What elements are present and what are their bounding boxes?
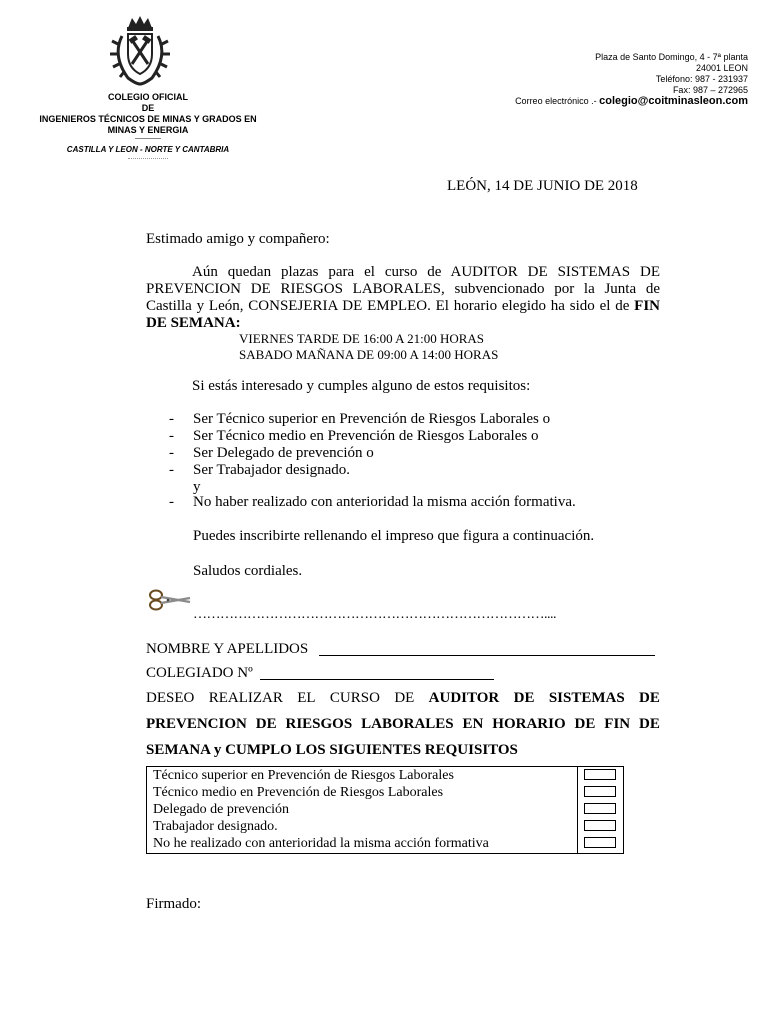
- signature-label: Firmado:: [146, 896, 201, 912]
- fax-line: Fax: 987 – 272965: [672, 85, 748, 95]
- table-row-label: Técnico superior en Prevención de Riesgos Laborales: [153, 768, 454, 783]
- paragraph-line: Aún quedan plazas para el curso de AUDITOR DE SISTEMAS DE: [192, 264, 660, 280]
- member-number-field[interactable]: [260, 679, 494, 680]
- org-region: CASTILLA Y LEON - NORTE Y CANTABRIA: [66, 145, 230, 154]
- phone-line: Teléfono: 987 - 231937: [655, 74, 748, 84]
- schedule-line: VIERNES TARDE DE 16:00 A 21:00 HORAS: [239, 331, 485, 346]
- requirements-conjunction: y: [193, 479, 201, 495]
- table-row-label: Técnico medio en Prevención de Riesgos Laborales: [153, 785, 444, 800]
- table-row-label: No he realizado con anterioridad la misma acción formativa: [153, 836, 489, 851]
- requirement-checkbox[interactable]: [584, 837, 616, 848]
- org-name-line: INGENIEROS TÉCNICOS DE MINAS Y GRADOS EN: [39, 114, 257, 124]
- requirement-text: Ser Técnico superior en Prevención de Riesgos Laborales o: [193, 411, 551, 427]
- declaration-line: PREVENCION DE RIESGOS LABORALES EN HORARIO DE FIN DE: [146, 716, 660, 732]
- table-row: [147, 818, 623, 835]
- paragraph-line: Castilla y León, CONSEJERIA DE EMPLEO. El horario elegido ha sido el de FIN: [146, 298, 660, 314]
- org-dotted-divider: [128, 158, 168, 159]
- member-number-label: COLEGIADO Nº: [146, 665, 253, 681]
- requirement-text: Ser Delegado de prevención o: [193, 445, 374, 461]
- list-bullet: -: [169, 428, 174, 444]
- name-field[interactable]: [319, 655, 655, 656]
- org-name-line: COLEGIO OFICIAL: [108, 92, 188, 102]
- org-separator: [135, 138, 161, 139]
- email-row: [515, 96, 748, 107]
- address-line: Plaza de Santo Domingo, 4 - 7ª planta: [595, 52, 748, 62]
- requirement-text: Ser Trabajador designado.: [193, 462, 351, 478]
- requirement-checkbox[interactable]: [584, 803, 616, 814]
- declaration-line: SEMANA y CUMPLO LOS SIGUIENTES REQUISITOS: [146, 742, 518, 758]
- requirements-intro: Si estás interesado y cumples alguno de estos requisitos:: [192, 378, 531, 394]
- list-bullet: -: [169, 411, 174, 427]
- cut-line: ……………………………………………………………………....: [193, 607, 556, 622]
- closing-regards: Saludos cordiales.: [193, 563, 303, 579]
- email-link[interactable]: colegio@coitminasleon.com: [599, 95, 748, 107]
- declaration-line: DESEO REALIZAR EL CURSO DE AUDITOR DE SISTEMAS DE: [146, 690, 660, 706]
- requirement-checkbox[interactable]: [584, 769, 616, 780]
- org-name-line: DE: [141, 103, 155, 113]
- schedule-line: SABADO MAÑANA DE 09:00 A 14:00 HORAS: [239, 347, 499, 362]
- crest-icon: [108, 14, 172, 88]
- email-label: Correo electrónico .-: [515, 96, 597, 106]
- table-row: [147, 784, 623, 801]
- address-line: 24001 LEON: [695, 63, 748, 73]
- table-row-label: Delegado de prevención: [153, 802, 290, 817]
- org-name-line: MINAS Y ENERGIA: [107, 125, 189, 135]
- letter-greeting: Estimado amigo y compañero:: [146, 231, 330, 247]
- list-bullet: -: [169, 462, 174, 478]
- name-field-label: NOMBRE Y APELLIDOS: [146, 641, 309, 657]
- table-row: [147, 835, 623, 852]
- list-bullet: -: [169, 494, 174, 510]
- requirements-table: [146, 766, 624, 854]
- list-bullet: -: [169, 445, 174, 461]
- sign-up-instruction: Puedes inscribirte rellenando el impreso que figura a continuación.: [193, 528, 595, 544]
- table-row-label: Trabajador designado.: [153, 819, 278, 834]
- letter-paragraph: [146, 264, 660, 332]
- table-row: [147, 767, 623, 784]
- requirement-checkbox[interactable]: [584, 820, 616, 831]
- paragraph-line: DE SEMANA:: [146, 315, 241, 331]
- requirement-text: No haber realizado con anterioridad la misma acción formativa.: [193, 494, 576, 510]
- table-row: [147, 801, 623, 818]
- letter-date: LEÓN, 14 DE JUNIO DE 2018: [447, 178, 638, 194]
- paragraph-line: PREVENCION DE RIESGOS LABORALES, subvencionado por la Junta de: [146, 281, 660, 297]
- requirement-checkbox[interactable]: [584, 786, 616, 797]
- requirement-text: Ser Técnico medio en Prevención de Riesgos Laborales o: [193, 428, 539, 444]
- scissors-icon: [148, 589, 192, 611]
